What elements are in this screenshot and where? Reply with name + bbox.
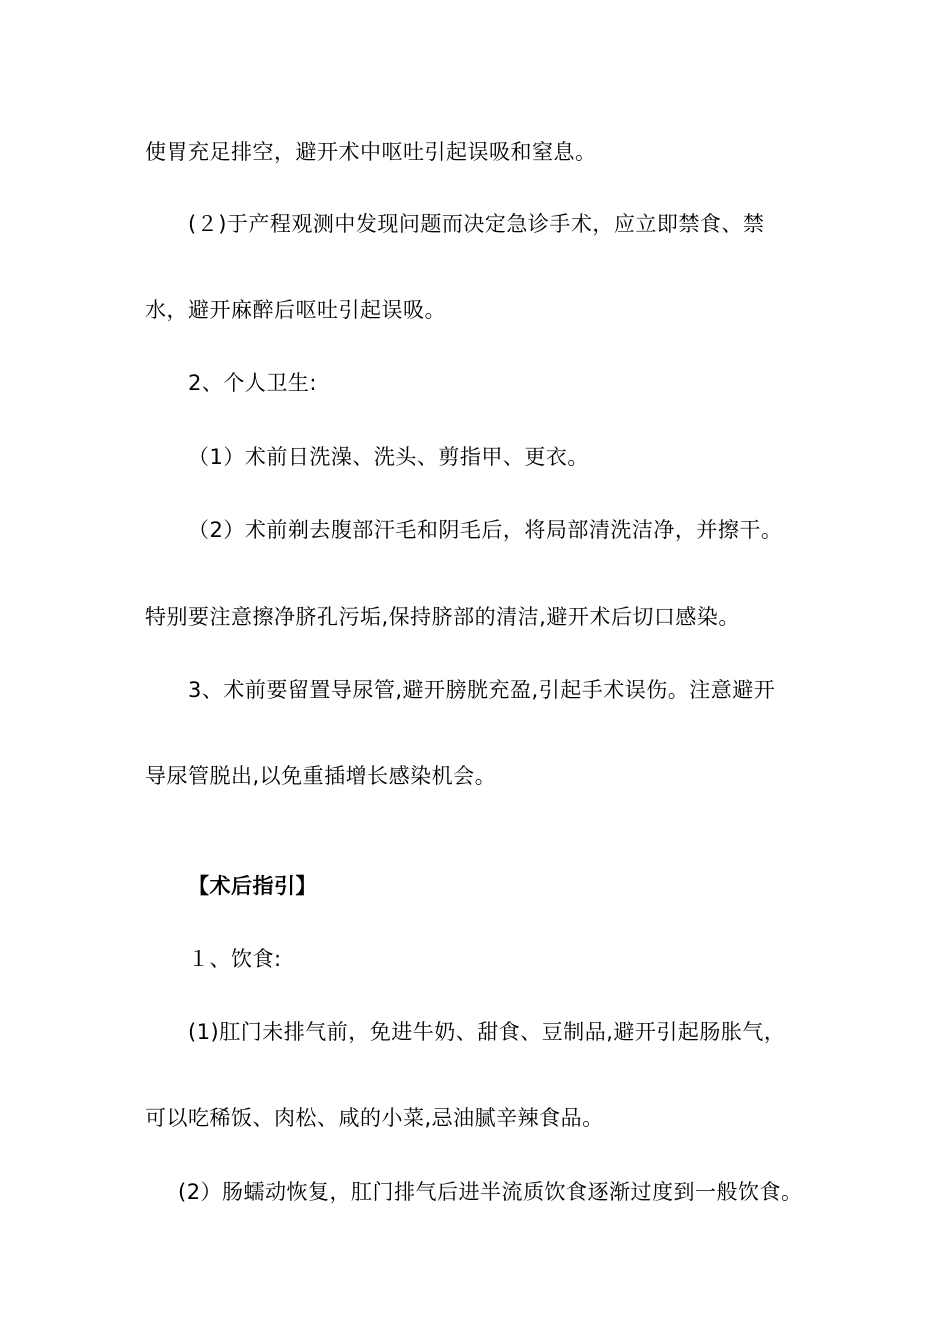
paragraph-line: 使胃充足排空，避开术中呕吐引起误吸和窒息。: [145, 140, 597, 164]
paragraph-line: 可以吃稀饭、肉松、咸的小菜,忌油腻辛辣食品。: [145, 1106, 604, 1130]
paragraph-line: 3、术前要留置导尿管,避开膀胱充盈,引起手术误伤。注意避开: [188, 678, 776, 702]
list-item: （2）术前剃去腹部汗毛和阴毛后，将局部清洗洁净，并擦干。: [188, 518, 783, 542]
paragraph-line: (２)于产程观测中发现问题而决定急诊手术，应立即禁食、禁: [188, 212, 765, 236]
section-heading-diet: １、饮食:: [188, 947, 282, 971]
list-item: (2）肠蠕动恢复，肛门排气后进半流质饮食逐渐过度到一般饮食。: [178, 1180, 803, 1204]
section-heading-postoperative: 【术后指引】: [188, 874, 317, 898]
paragraph-line: 水，避开麻醉后呕吐引起误吸。: [145, 298, 446, 322]
paragraph-line: 特别要注意擦净脐孔污垢,保持脐部的清洁,避开术后切口感染。: [145, 605, 740, 629]
section-heading-personal-hygiene: 2、个人卫生:: [188, 371, 317, 395]
paragraph-line: 导尿管脱出,以免重插增长感染机会。: [145, 764, 497, 788]
list-item: (1)肛门未排气前，免进牛奶、甜食、豆制品,避开引起肠胀气，: [188, 1020, 786, 1044]
list-item: （1）术前日洗澡、洗头、剪指甲、更衣。: [188, 445, 589, 469]
